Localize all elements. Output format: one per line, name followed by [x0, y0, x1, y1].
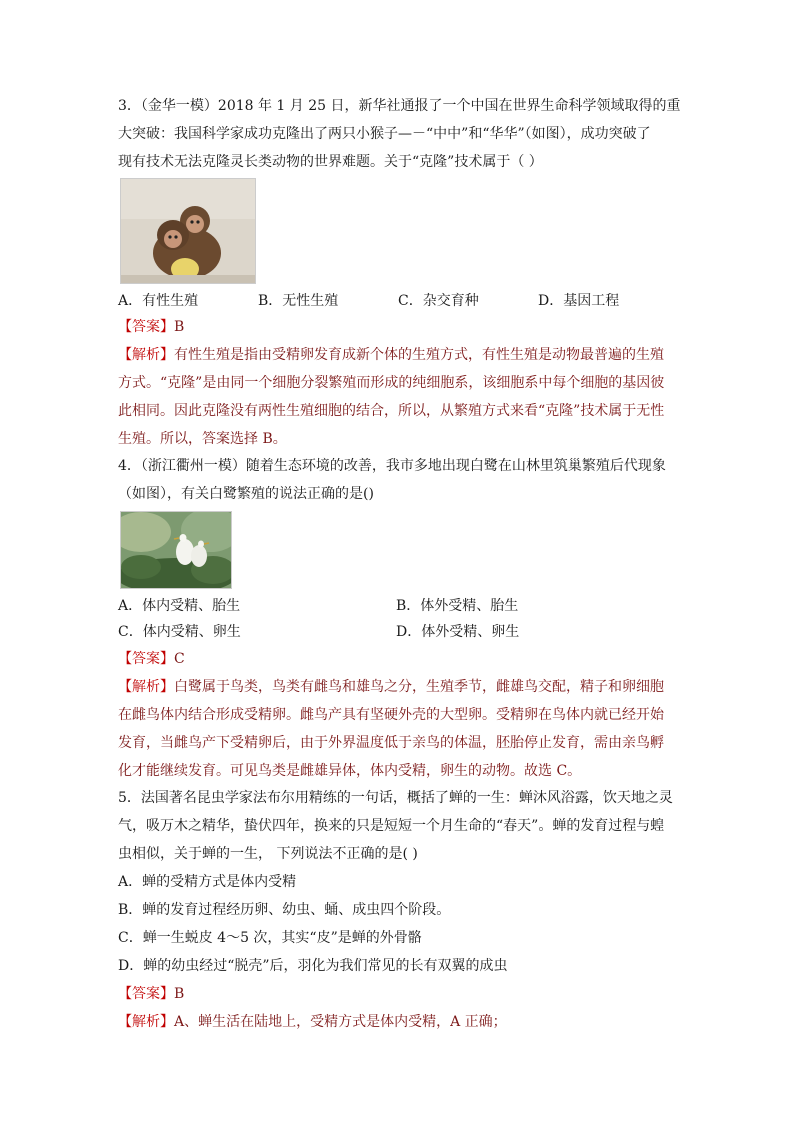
question-4-option-a[interactable]: A．体内受精、胎生 — [118, 598, 241, 614]
answer-value: C — [174, 651, 185, 667]
answer-label: 【答案】 — [118, 651, 174, 667]
question-4-answer — [118, 645, 678, 785]
egrets-image — [121, 512, 231, 588]
question-3-line-1: 3．（金华一模）2018 年 1 月 25 日，新华社通报了一个中国在世界生命科学领域取得的重 — [118, 98, 681, 114]
question-5-line-2: 气，吸万木之精华，蛰伏四年，换来的只是短短一个月生命的“春天”。蝉的发育过程与蝗 — [118, 818, 665, 834]
question-3-option-b[interactable]: B．无性生殖 — [258, 293, 339, 309]
analysis-label: 【解析】 — [118, 1014, 174, 1030]
answer-value: B — [174, 319, 185, 335]
question-3-line-3: 现有技术无法克隆灵长类动物的世界难题。关于“克隆”技术属于（ ） — [118, 154, 543, 170]
analysis-line-3: 此相同。因此克隆没有两性生殖细胞的结合，所以，从繁殖方式来看“克隆”技术属于无性 — [118, 403, 665, 419]
question-3-line-2: 大突破：我国科学家成功克隆出了两只小猴子—－“中中”和“华华”（如图），成功突破了 — [118, 126, 651, 142]
question-5-option-d[interactable]: D．蝉的幼虫经过“脱壳”后，羽化为我们常见的长有双翼的成虫 — [118, 958, 508, 974]
question-4-line-1: 4．（浙江衢州一模）随着生态环境的改善，我市多地出现白鹭在山林里筑巢繁殖后代现象 — [118, 458, 666, 474]
question-4-option-c[interactable]: C．体内受精、卵生 — [118, 624, 241, 640]
question-3-options — [118, 287, 678, 315]
analysis-label: 【解析】 — [118, 347, 174, 363]
question-3-option-d[interactable]: D．基因工程 — [538, 293, 620, 309]
question-3-answer — [118, 313, 678, 453]
question-4-option-b[interactable]: B．体外受精、胎生 — [396, 598, 519, 614]
question-5-line-1: 5．法国著名昆虫学家法布尔用精练的一句话，概括了蝉的一生：蝉沐风浴露，饮天地之灵 — [118, 790, 673, 806]
question-3-option-c[interactable]: C．杂交育种 — [398, 293, 479, 309]
question-5-option-c[interactable]: C．蝉一生蜕皮 4～5 次，其实“皮”是蝉的外骨骼 — [118, 930, 422, 946]
analysis-line-3: 发育，当雌鸟产下受精卵后，由于外界温度低于亲鸟的体温，胚胎停止发育，需由亲鸟孵 — [118, 735, 664, 751]
analysis-line-2: 方式。“克隆”是由同一个细胞分裂繁殖而形成的纯细胞系，该细胞系中每个细胞的基因彼 — [118, 375, 665, 391]
analysis-line-2: 在雌鸟体内结合形成受精卵。雌鸟产具有坚硬外壳的大型卵。受精卵在鸟体内就已经开始 — [118, 707, 664, 723]
question-4 — [118, 452, 678, 508]
analysis-line-1: 有性生殖是指由受精卵发育成新个体的生殖方式，有性生殖是动物最普遍的生殖 — [174, 347, 664, 363]
question-5-option-b[interactable]: B．蝉的发育过程经历卵、幼虫、蛹、成虫四个阶段。 — [118, 902, 451, 918]
analysis-line-1: 白鹭属于鸟类，鸟类有雌鸟和雄鸟之分，生殖季节，雌雄鸟交配，精子和卵细胞 — [174, 679, 664, 695]
question-5-option-a[interactable]: A．蝉的受精方式是体内受精 — [118, 874, 297, 890]
answer-value: B — [174, 986, 185, 1002]
analysis-line-4: 生殖。所以，答案选择 B。 — [118, 431, 287, 447]
question-5 — [118, 784, 678, 1036]
question-4-options-row-2 — [118, 618, 678, 646]
analysis-line-4: 化才能继续发育。可见鸟类是雌雄异体，体内受精，卵生的动物。故选 C。 — [118, 763, 582, 779]
question-3-option-a[interactable]: A．有性生殖 — [118, 293, 199, 309]
answer-label: 【答案】 — [118, 986, 174, 1002]
question-4-line-2: （如图），有关白鹭繁殖的说法正确的是() — [118, 486, 374, 502]
question-3 — [118, 92, 681, 176]
question-5-line-3: 虫相似，关于蝉的一生， 下列说法不正确的是( ) — [118, 846, 418, 862]
question-4-option-d[interactable]: D．体外受精、卵生 — [396, 624, 520, 640]
cloned-monkeys-image — [121, 179, 255, 283]
analysis-line-1: A、蝉生活在陆地上，受精方式是体内受精，A 正确； — [174, 1014, 507, 1030]
question-4-options-row-1 — [118, 592, 678, 620]
analysis-label: 【解析】 — [118, 679, 174, 695]
answer-label: 【答案】 — [118, 319, 174, 335]
cloned-monkeys-photo — [120, 178, 256, 284]
egrets-photo — [120, 511, 232, 589]
